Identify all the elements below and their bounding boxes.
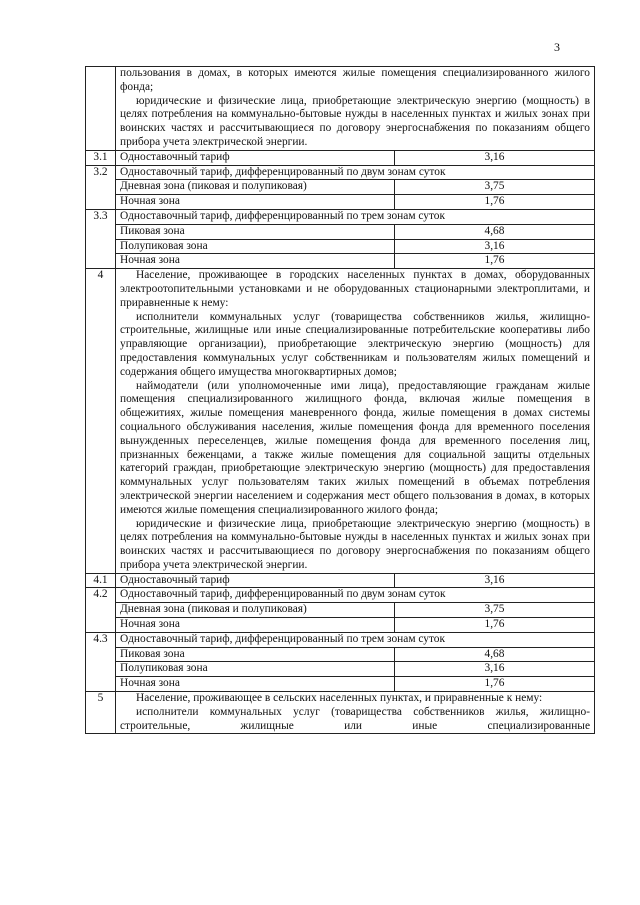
row-number: 3.1 (86, 150, 116, 165)
paragraph: исполнители коммунальных услуг (товарищества собственников жилья, жилищно-строительные, жилищные или иные специализированные потребительские кооперативы либо управляющие организации), приобретающие электрическую энергию (мощность) для предоставления коммунальных услуг собственникам и пользователям жилых помещений и содержания общего имущества многоквартирных домов; (120, 310, 590, 378)
table-row (86, 662, 595, 677)
zone-value: 4,68 (394, 647, 594, 662)
row-value: 3,16 (394, 573, 594, 588)
zone-label: Ночная зона (116, 618, 395, 633)
row-label: Одноставочный тариф, дифференцированный по двум зонам суток (116, 165, 595, 180)
row-number: 4.1 (86, 573, 116, 588)
table-row (86, 603, 595, 618)
zone-label: Пиковая зона (116, 224, 395, 239)
zone-value: 3,75 (394, 603, 594, 618)
zone-value: 1,76 (394, 677, 594, 692)
zone-label: Дневная зона (пиковая и полупиковая) (116, 603, 395, 618)
table-row (86, 224, 595, 239)
section-5-text (116, 692, 595, 734)
page-number: 3 (554, 40, 560, 54)
table-row (86, 180, 595, 195)
table-row (86, 209, 595, 224)
zone-value: 1,76 (394, 254, 594, 269)
section-3-text-row (86, 67, 595, 151)
zone-label: Ночная зона (116, 677, 395, 692)
zone-value: 3,16 (394, 662, 594, 677)
zone-value: 3,75 (394, 180, 594, 195)
table-row (86, 573, 595, 588)
section-5-text-row (86, 692, 595, 734)
paragraph: пользования в домах, в которых имеются жилые помещения специализированного жилого фонда; (120, 67, 590, 93)
section-3-text (116, 67, 595, 151)
zone-label: Полупиковая зона (116, 239, 395, 254)
table-row (86, 588, 595, 603)
paragraph: Население, проживающее в городских населенных пунктах в домах, оборудованных электроотопительными установками и не оборудованных стационарными электроплитами, и приравненные к нему: (120, 269, 590, 309)
table-row (86, 618, 595, 633)
section-4-text (116, 269, 595, 574)
tariff-table (85, 66, 595, 734)
section-4-text-row (86, 269, 595, 574)
table-row (86, 254, 595, 269)
zone-label: Полупиковая зона (116, 662, 395, 677)
zone-label: Дневная зона (пиковая и полупиковая) (116, 180, 395, 195)
table-row (86, 239, 595, 254)
row-number: 4.2 (86, 588, 116, 632)
row-number: 3.2 (86, 165, 116, 209)
table-row (86, 165, 595, 180)
table-row (86, 677, 595, 692)
zone-label: Ночная зона (116, 195, 395, 210)
paragraph: исполнители коммунальных услуг (товарищества собственников жилья, жилищно-строительные, жилищные или иные специализированные (120, 705, 590, 732)
row-label: Одноставочный тариф (116, 150, 395, 165)
paragraph: юридические и физические лица, приобретающие электрическую энергию (мощность) в целях потребления на коммунально-бытовые нужды в населенных пунктах и жилых зонах при воинских частях и рассчитывающиеся по договору энергоснабжения по показаниям общего прибора учета электрической энергии. (120, 517, 590, 571)
table-row (86, 647, 595, 662)
paragraph: юридические и физические лица, приобретающие электрическую энергию (мощность) в целях потребления на коммунально-бытовые нужды в населенных пунктах и жилых зонах при воинских частях и рассчитывающиеся по договору энергоснабжения по показаниям общего прибора учета электрической энергии. (120, 94, 590, 148)
row-value: 3,16 (394, 150, 594, 165)
row-number: 5 (86, 692, 116, 734)
table-row (86, 632, 595, 647)
zone-value: 3,16 (394, 239, 594, 254)
zone-label: Ночная зона (116, 254, 395, 269)
zone-value: 1,76 (394, 618, 594, 633)
table-row (86, 195, 595, 210)
row-number-cell (86, 67, 116, 151)
zone-value: 4,68 (394, 224, 594, 239)
row-number: 3.3 (86, 209, 116, 268)
row-label: Одноставочный тариф, дифференцированный по двум зонам суток (116, 588, 595, 603)
zone-label: Пиковая зона (116, 647, 395, 662)
row-label: Одноставочный тариф (116, 573, 395, 588)
paragraph: наймодатели (или уполномоченные ими лица), предоставляющие гражданам жилые помещения специализированного жилищного фонда, включая жилые помещения в общежитиях, жилые помещения маневренного фонда, жилые помещения в домах системы социального обслуживания населения, жилые помещения фонда для временного поселения вынужденных переселенцев, жилые помещения фонда для временного поселения лиц, признанных беженцами, а также жилые помещения для социальной защиты отдельных категорий граждан, приобретающие электрическую энергию (мощность) для предоставления коммунальных услуг пользователям таких жилых помещений в объемах потребления электрической энергии населением и содержания мест общего пользования в домах, в которых имеются жилые помещения специализированного жилого фонда; (120, 379, 590, 516)
row-number: 4.3 (86, 632, 116, 691)
row-label: Одноставочный тариф, дифференцированный по трем зонам суток (116, 632, 595, 647)
paragraph: Население, проживающее в сельских населенных пунктах, и приравненные к нему: (136, 692, 543, 705)
table-row (86, 150, 595, 165)
zone-value: 1,76 (394, 195, 594, 210)
row-label: Одноставочный тариф, дифференцированный по трем зонам суток (116, 209, 595, 224)
row-number: 4 (86, 269, 116, 574)
